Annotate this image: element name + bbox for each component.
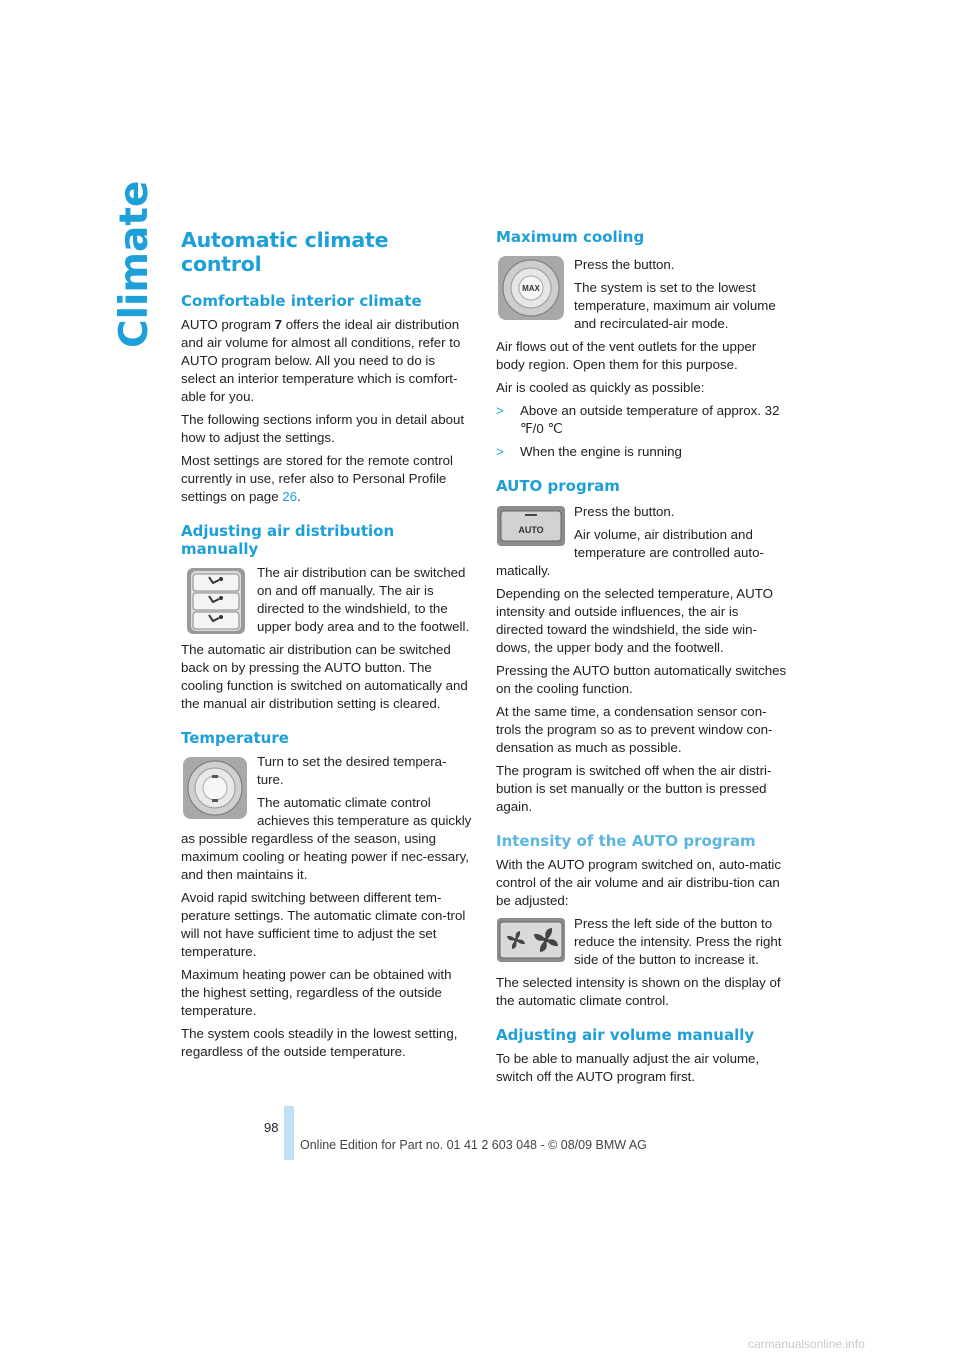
paragraph: Avoid rapid switching between different tem-perature settings. The automatic climate con-trol will not have sufficient time to adjust the set temperature. (181, 890, 466, 959)
paragraph: Press the button. (574, 504, 675, 519)
intensity-block (496, 915, 788, 974)
temperature-block (181, 753, 473, 889)
auto-button-label: AUTO (518, 525, 544, 535)
paragraph: The selected intensity is shown on the display of the automatic climate control. (496, 975, 781, 1008)
air-distribution-buttons-image (181, 566, 249, 641)
paragraph: With the AUTO program switched on, auto-matic control of the air volume and air distribu-tion can be adjusted: (496, 857, 782, 908)
paragraph: To be able to manually adjust the air volume, switch off the AUTO program first. (496, 1051, 760, 1084)
heading-maximum-cooling: Maximum cooling (496, 228, 645, 246)
left-column (181, 228, 473, 1066)
intensity-button-image (496, 917, 566, 968)
page-number: 98 (264, 1120, 279, 1135)
paragraph: Turn to set the desired tempera-ture. (257, 754, 447, 787)
paragraph: Maximum heating power can be obtained with the highest setting, regardless of the outside temperature. (181, 967, 452, 1018)
paragraph: The system cools steadily in the lowest setting, regardless of the outside temperature. (181, 1026, 458, 1059)
auto-button-image (496, 505, 566, 552)
temperature-knob-image (181, 755, 249, 826)
paragraph: Press the left side of the button to reduce the intensity. Press the right side of the button to increase it. (574, 916, 782, 967)
heading-auto-program: AUTO program (496, 477, 620, 495)
paragraph: Press the button. (574, 257, 675, 272)
paragraph: At the same time, a condensation sensor con-trols the program so as to prevent window con-densation as much as possible. (496, 704, 773, 755)
max-cooling-block (496, 252, 788, 338)
paragraph: The automatic climate control achieves this temperature as quickly as possible regardless of the season, using maximum cooling or heating power if nec-essary, and then maintains it. (181, 795, 472, 882)
heading-air-volume: Adjusting air volume manually (496, 1026, 755, 1044)
heading-auto-intensity: Intensity of the AUTO program (496, 832, 756, 850)
paragraph: Air volume, air distribution and temperature are controlled auto-matically. (496, 527, 764, 578)
paragraph: The air distribution can be switched on and off manually. The air is directed to the windshield, to the upper body area and to the footwell. (257, 565, 470, 634)
paragraph: The automatic air distribution can be switched back on by pressing the AUTO button. The cooling function is switched on automatically and the manual air distribution setting is cleared. (181, 642, 468, 711)
footer-text: Online Edition for Part no. 01 41 2 603 048 - © 08/09 BMW AG (300, 1138, 647, 1152)
chapter-title-text: Climate (112, 180, 157, 348)
paragraph: The system is set to the lowest temperature, maximum air volume and recirculated-air mode. (574, 280, 776, 331)
list-item: > When the engine is running (496, 444, 682, 459)
paragraph: Depending on the selected temperature, AUTO intensity and outside influences, the air is directed toward the windshield, the side win-dows, the upper body and the footwell. (496, 586, 773, 655)
page-title: Automatic climate control (181, 228, 389, 276)
paragraph: AUTO program 7 offers the ideal air distribution and air volume for almost all conditions, refer to AUTO program below. All you need to do is select an interior temperature which is comfort-able for you. (181, 317, 461, 404)
auto-program-block (496, 501, 788, 585)
paragraph: Most settings are stored for the remote control currently in use, refer also to Personal Profile settings on page 26. (181, 453, 453, 504)
bullet-mark: > (496, 444, 504, 459)
paragraph: The program is switched off when the air distri-bution is set manually or the button is pressed again. (496, 763, 772, 814)
right-column (496, 228, 788, 1091)
temperature-knob-icon (181, 755, 249, 821)
max-button-label: MAX (522, 284, 540, 293)
auto-button-icon (496, 505, 566, 547)
chapter-side-title (112, 180, 157, 348)
watermark: carmanualsonline.info (748, 1337, 865, 1351)
page-link[interactable]: 26 (282, 489, 298, 504)
max-button-icon (496, 254, 566, 322)
air-distribution-icon (181, 566, 249, 636)
heading-comfortable-climate: Comfortable interior climate (181, 292, 422, 310)
list-item: > Above an outside temperature of approx. 32 ℉/0 ℃ (496, 403, 780, 436)
paragraph: Air flows out of the vent outlets for the upper body region. Open them for this purpose. (496, 339, 757, 372)
footer-bar (284, 1106, 294, 1160)
paragraph: Air is cooled as quickly as possible: (496, 380, 705, 395)
heading-air-distribution: Adjusting air distribution manually (181, 522, 395, 558)
max-button-image (496, 254, 566, 327)
paragraph: The following sections inform you in detail about how to adjust the settings. (181, 412, 465, 445)
air-distribution-block (181, 564, 473, 641)
heading-temperature: Temperature (181, 729, 289, 747)
paragraph: Pressing the AUTO button automatically switches on the cooling function. (496, 663, 787, 696)
bullet-mark: > (496, 403, 504, 418)
fan-intensity-icon (496, 917, 566, 963)
